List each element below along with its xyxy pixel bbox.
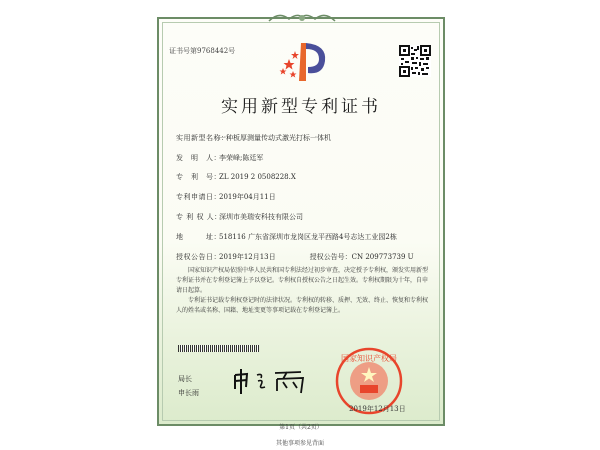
- field-inventor: [176, 153, 263, 163]
- director-name: 申长雨: [178, 389, 199, 397]
- qr-code-icon: [399, 45, 431, 77]
- field-application-date: [176, 192, 276, 202]
- field-value: 2019年04月11日: [219, 193, 276, 201]
- field-value: 2019年12月13日: [219, 253, 276, 261]
- field-value: 一种板厚测量传动式激光打标一体机: [219, 134, 331, 142]
- field-label: 实用新型名称：: [176, 134, 229, 142]
- field-label: 专 利 号：: [176, 173, 221, 181]
- page-number: 第1页（共2页）: [279, 424, 323, 431]
- footer-note: 其他事项参见背面: [275, 440, 324, 447]
- field-label: 专利申请日：: [176, 193, 221, 201]
- field-value: 518116 广东省深圳市龙岗区龙平西路4号志达工业园2栋: [219, 233, 397, 241]
- signature-icon: [231, 367, 309, 395]
- field-label: 专 利 权 人：: [176, 213, 222, 221]
- field-patent-number: [176, 172, 296, 182]
- field-name: [176, 133, 331, 143]
- paragraph-record: 专利证书记载专利权登记时的法律状况。专利权的转移、质押、无效、终止、恢复和专利权人的姓名或名称、国籍、地址变更等事项记载在专利登记簿上。: [176, 297, 429, 314]
- field-patentee: [176, 212, 303, 222]
- field-value: CN 209773739 U: [351, 253, 414, 261]
- svg-text:国家知识产权局: 国家知识产权局: [341, 354, 397, 363]
- certificate: [157, 17, 445, 431]
- field-label: 授权公告日：: [176, 253, 221, 261]
- certificate-number: 证书号第9768442号: [169, 47, 236, 55]
- field-grant: [176, 252, 414, 262]
- field-value: 李荣峰;陈廷军: [219, 154, 264, 162]
- field-address: [176, 232, 397, 242]
- top-ornament-icon: [267, 11, 337, 25]
- field-value: 深圳市美瑞安科技有限公司: [219, 213, 303, 221]
- field-label: 发 明 人：: [176, 154, 221, 162]
- patent-office-logo-icon: [277, 41, 329, 83]
- certificate-title: 实用新型专利证书: [221, 97, 381, 117]
- seal-date: 2019年12月13日: [349, 405, 406, 413]
- field-label: 授权公告号：: [309, 253, 352, 261]
- field-label: 地 址：: [176, 233, 221, 241]
- paragraph-grant: 国家知识产权局依照中华人民共和国专利法经过初步审查，决定授予专利权，颁发实用新型专利证书并在专利登记簿上予以登记。专利权自授权公告之日起生效。专利权期限为十年，自申请日起算。: [176, 267, 429, 294]
- director-title: 局长: [178, 375, 192, 383]
- barcode-icon: [178, 345, 260, 352]
- field-value: ZL 2019 2 0508228.X: [219, 173, 296, 181]
